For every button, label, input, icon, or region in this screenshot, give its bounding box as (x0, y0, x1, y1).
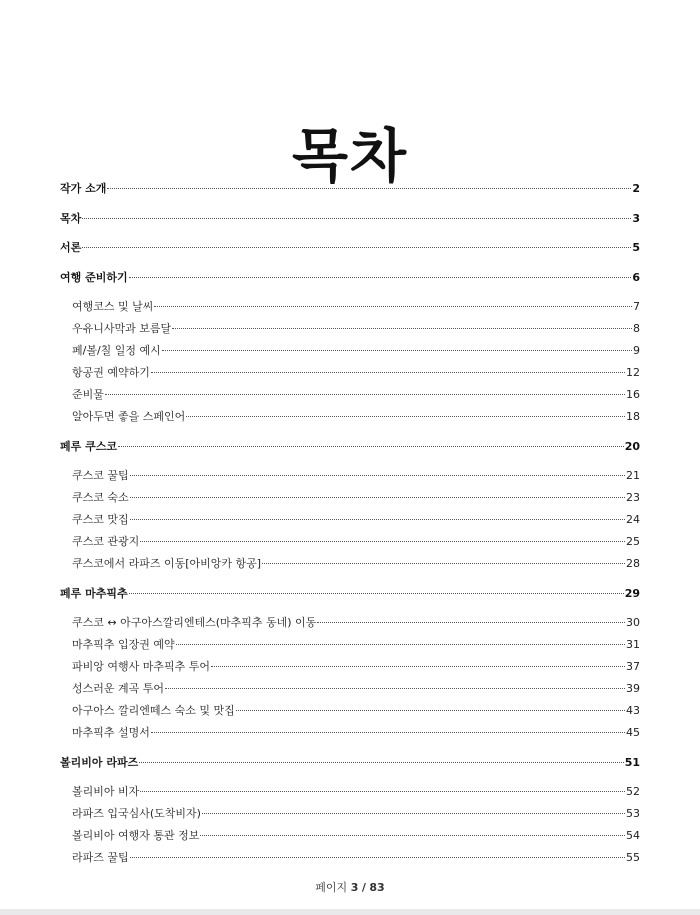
dot-leader (162, 350, 632, 351)
toc-page-number: 9 (633, 344, 640, 357)
toc-page-number: 5 (632, 241, 640, 254)
dot-leader (82, 218, 631, 219)
dot-leader (130, 497, 625, 498)
toc-section[interactable] (60, 700, 640, 722)
table-of-contents (60, 178, 640, 869)
toc-entry-label: 볼리비아 여행자 통관 정보 (72, 829, 200, 842)
toc-page-number: 6 (632, 270, 640, 284)
dot-leader (317, 622, 625, 623)
dot-leader (139, 762, 623, 763)
toc-section[interactable] (60, 406, 640, 428)
dot-leader (236, 710, 625, 711)
dot-leader (151, 372, 625, 373)
toc-section[interactable] (60, 318, 640, 340)
dot-leader (172, 328, 632, 329)
toc-entry-label: 페루 쿠스코 (60, 439, 117, 453)
toc-section[interactable] (60, 612, 640, 634)
toc-entry-label: 쿠스코에서 라파즈 이동[아비앙카 항공] (72, 557, 262, 570)
toc-page-number: 39 (626, 682, 640, 695)
dot-leader (140, 791, 625, 792)
toc-section[interactable] (60, 531, 640, 553)
page-footer (0, 879, 700, 895)
toc-page-number: 37 (626, 660, 640, 673)
toc-page-number: 31 (626, 638, 640, 651)
toc-chapter[interactable] (60, 583, 640, 605)
page-bottom-edge (0, 909, 700, 915)
toc-entry-label: 알아두면 좋을 스페인어 (72, 410, 186, 423)
toc-entry-label: 쿠스코 맛집 (72, 513, 129, 526)
toc-chapter[interactable] (60, 208, 640, 230)
toc-section[interactable] (60, 656, 640, 678)
toc-entry-label: 준비물 (72, 388, 104, 401)
dot-leader (118, 446, 624, 447)
toc-entry-label: 항공권 예약하기 (72, 366, 150, 379)
dot-leader (140, 541, 625, 542)
toc-page-number: 12 (626, 366, 640, 379)
toc-page-number: 21 (626, 469, 640, 482)
toc-entry-label: 페루 마추픽추 (60, 586, 128, 600)
toc-page-number: 30 (626, 616, 640, 629)
toc-section[interactable] (60, 487, 640, 509)
dot-leader (200, 835, 625, 836)
toc-page-number: 45 (626, 726, 640, 739)
toc-section[interactable] (60, 803, 640, 825)
dot-leader (105, 394, 625, 395)
toc-section[interactable] (60, 781, 640, 803)
toc-page-number: 25 (626, 535, 640, 548)
dot-leader (82, 247, 631, 248)
toc-section[interactable] (60, 384, 640, 406)
toc-page-number: 52 (626, 785, 640, 798)
dot-leader (154, 306, 632, 307)
page-label: 페이지 (315, 881, 348, 894)
toc-entry-label: 쿠스코 ↔ 아구아스깔리엔테스(마추픽추 동네) 이동 (72, 616, 317, 629)
toc-entry-label: 여행코스 및 날씨 (72, 300, 154, 313)
toc-entry-label: 파비앙 여행사 마추픽추 투어 (72, 660, 211, 673)
dot-leader (176, 644, 625, 645)
toc-entry-label: 라파즈 꿀팁 (72, 851, 129, 864)
toc-section[interactable] (60, 634, 640, 656)
toc-page-number: 7 (633, 300, 640, 313)
toc-section[interactable] (60, 722, 640, 744)
toc-section[interactable] (60, 509, 640, 531)
page-title: 목차 (291, 121, 409, 190)
toc-section[interactable] (60, 847, 640, 869)
toc-page-number: 16 (626, 388, 640, 401)
toc-entry-label: 쿠스코 관광지 (72, 535, 140, 548)
dot-leader (129, 277, 632, 278)
toc-entry-label: 성스러운 계곡 투어 (72, 682, 165, 695)
toc-section[interactable] (60, 825, 640, 847)
total-pages: 83 (369, 881, 385, 894)
toc-entry-label: 쿠스코 꿀팁 (72, 469, 129, 482)
toc-entry-label: 서론 (60, 241, 82, 254)
toc-section[interactable] (60, 296, 640, 318)
toc-chapter[interactable] (60, 752, 640, 774)
toc-page-number: 20 (624, 439, 640, 453)
current-page: 3 (350, 881, 359, 894)
dot-leader (211, 666, 625, 667)
toc-entry-label: 페/볼/칠 일정 예시 (72, 344, 161, 357)
dot-leader (202, 813, 625, 814)
dot-leader (130, 519, 625, 520)
toc-entry-label: 마추픽추 입장권 예약 (72, 638, 175, 651)
toc-page-number: 55 (626, 851, 640, 864)
toc-chapter[interactable] (60, 178, 640, 200)
toc-section[interactable] (60, 340, 640, 362)
toc-page-number: 29 (624, 586, 640, 600)
dot-leader (262, 563, 625, 564)
toc-page-number: 28 (626, 557, 640, 570)
toc-page-number: 24 (626, 513, 640, 526)
toc-entry-label: 작가 소개 (60, 182, 107, 195)
toc-page-number: 2 (632, 182, 640, 195)
toc-entry-label: 목차 (60, 211, 82, 225)
toc-section[interactable] (60, 362, 640, 384)
page-separator: / (361, 881, 366, 894)
toc-page-number: 54 (626, 829, 640, 842)
toc-chapter[interactable] (60, 237, 640, 259)
toc-page-number: 8 (633, 322, 640, 335)
toc-entry-label: 볼리비아 비자 (72, 785, 140, 798)
toc-chapter[interactable] (60, 267, 640, 289)
dot-leader (129, 593, 624, 594)
toc-page-number: 23 (626, 491, 640, 504)
toc-chapter[interactable] (60, 436, 640, 458)
toc-page-number: 3 (632, 211, 640, 225)
dot-leader (130, 475, 625, 476)
toc-entry-label: 쿠스코 숙소 (72, 491, 129, 504)
dot-leader (107, 188, 631, 189)
toc-entry-label: 라파즈 입국심사(도착비자) (72, 807, 201, 820)
toc-section[interactable] (60, 553, 640, 575)
toc-entry-label: 여행 준비하기 (60, 270, 128, 284)
dot-leader (151, 732, 625, 733)
dot-leader (165, 688, 625, 689)
dot-leader (186, 416, 625, 417)
dot-leader (130, 857, 625, 858)
toc-page-number: 18 (626, 410, 640, 423)
toc-page-number: 51 (624, 755, 640, 769)
toc-entry-label: 마추픽추 설명서 (72, 726, 150, 739)
toc-page-number: 43 (626, 704, 640, 717)
toc-section[interactable] (60, 678, 640, 700)
toc-entry-label: 아구아스 깔리엔떼스 숙소 및 맛집 (72, 704, 235, 717)
toc-page-number: 53 (626, 807, 640, 820)
toc-entry-label: 우유니사막과 보름달 (72, 322, 172, 335)
toc-entry-label: 볼리비아 라파즈 (60, 755, 139, 769)
toc-section[interactable] (60, 465, 640, 487)
